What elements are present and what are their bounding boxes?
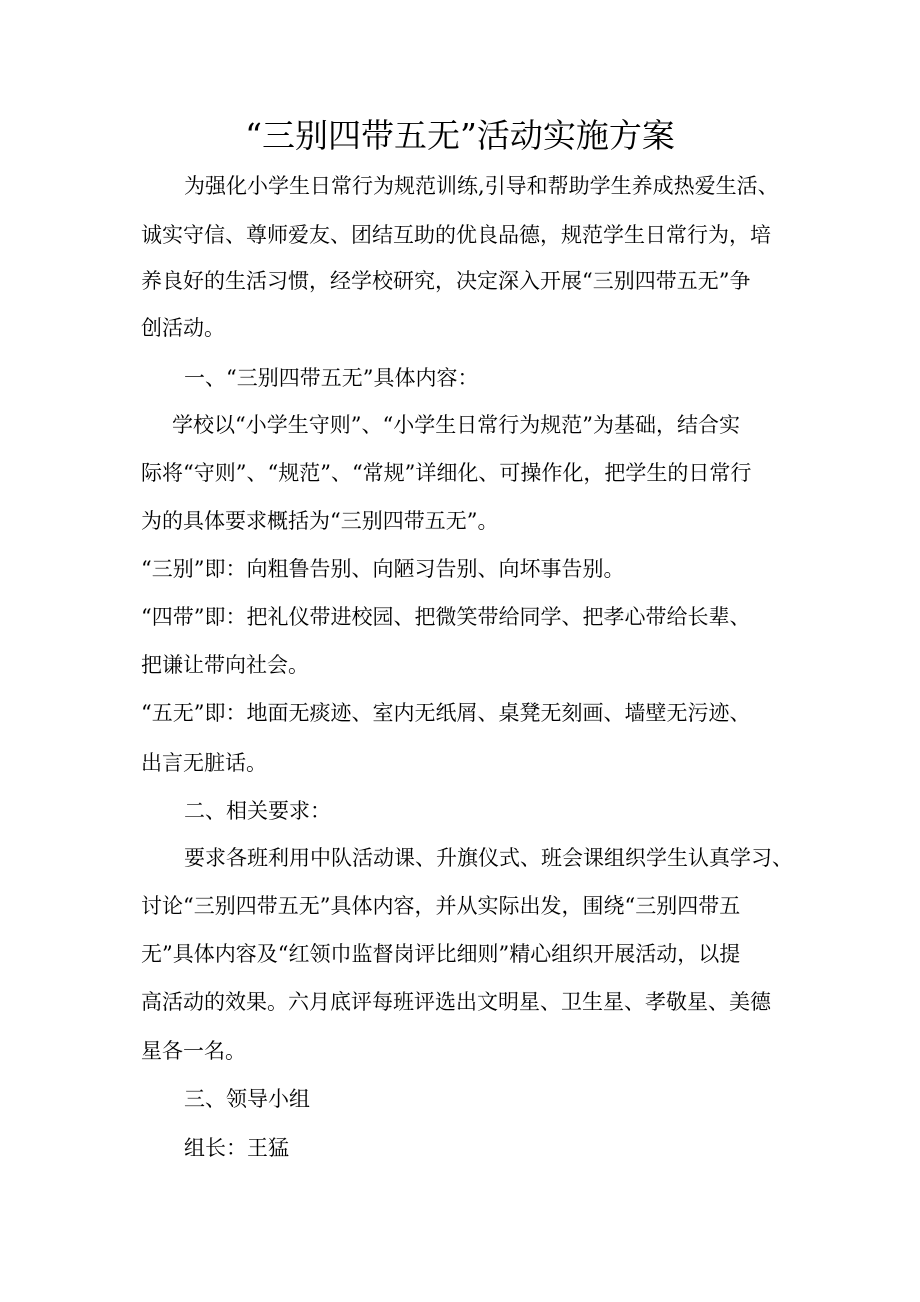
paragraph-line: 高活动的效果。六月底评每班评选出文明星、卫生星、孝敬星、美德 <box>141 990 771 1014</box>
paragraph-line: 出言无脏话。 <box>141 751 267 775</box>
paragraph-line: 养良好的生活习惯，经学校研究，决定深入开展“三别四带五无”争 <box>141 269 751 293</box>
paragraph-line: 要求各班利用中队活动课、升旗仪式、班会课组织学生认真学习、 <box>184 846 793 870</box>
paragraph-line: 为的具体要求概括为“三别四带五无”。 <box>141 509 499 533</box>
paragraph-line: 学校以“小学生守则”、“小学生日常行为规范”为基础，结合实 <box>172 413 740 437</box>
paragraph-line: 创活动。 <box>141 316 225 340</box>
paragraph-line: “四带”即：把礼仪带进校园、把微笑带给同学、把孝心带给长辈、 <box>141 605 751 629</box>
paragraph-line: 星各一名。 <box>141 1039 246 1063</box>
document-title: “三别四带五无”活动实施方案 <box>245 116 675 155</box>
section-heading: 二、相关要求： <box>184 799 331 823</box>
section-heading: 一、“三别四带五无”具体内容： <box>184 366 479 390</box>
paragraph-line: 无”具体内容及“红领巾监督岗评比细则”精心组织开展活动，以提 <box>141 942 741 966</box>
paragraph-line: 诚实守信、尊师爱友、团结互助的优良品德，规范学生日常行为，培 <box>141 223 771 247</box>
paragraph-line: 际将“守则”、“规范”、“常规”详细化、可操作化，把学生的日常行 <box>141 461 752 485</box>
paragraph-line: 讨论“三别四带五无”具体内容，并从实际出发，围绕“三别四带五 <box>141 894 741 918</box>
paragraph-line: 为强化小学生日常行为规范训练,引导和帮助学生养成热爱生活、 <box>184 174 779 198</box>
paragraph-line: “五无”即：地面无痰迹、室内无纸屑、桌凳无刻画、墙壁无污迹、 <box>141 701 751 725</box>
section-heading: 三、领导小组 <box>184 1087 310 1111</box>
paragraph-line: “三别”即：向粗鲁告别、向陋习告别、向坏事告别。 <box>141 557 625 581</box>
paragraph-line: 把谦让带向社会。 <box>141 653 309 677</box>
paragraph-line: 组长：王猛 <box>184 1136 289 1160</box>
